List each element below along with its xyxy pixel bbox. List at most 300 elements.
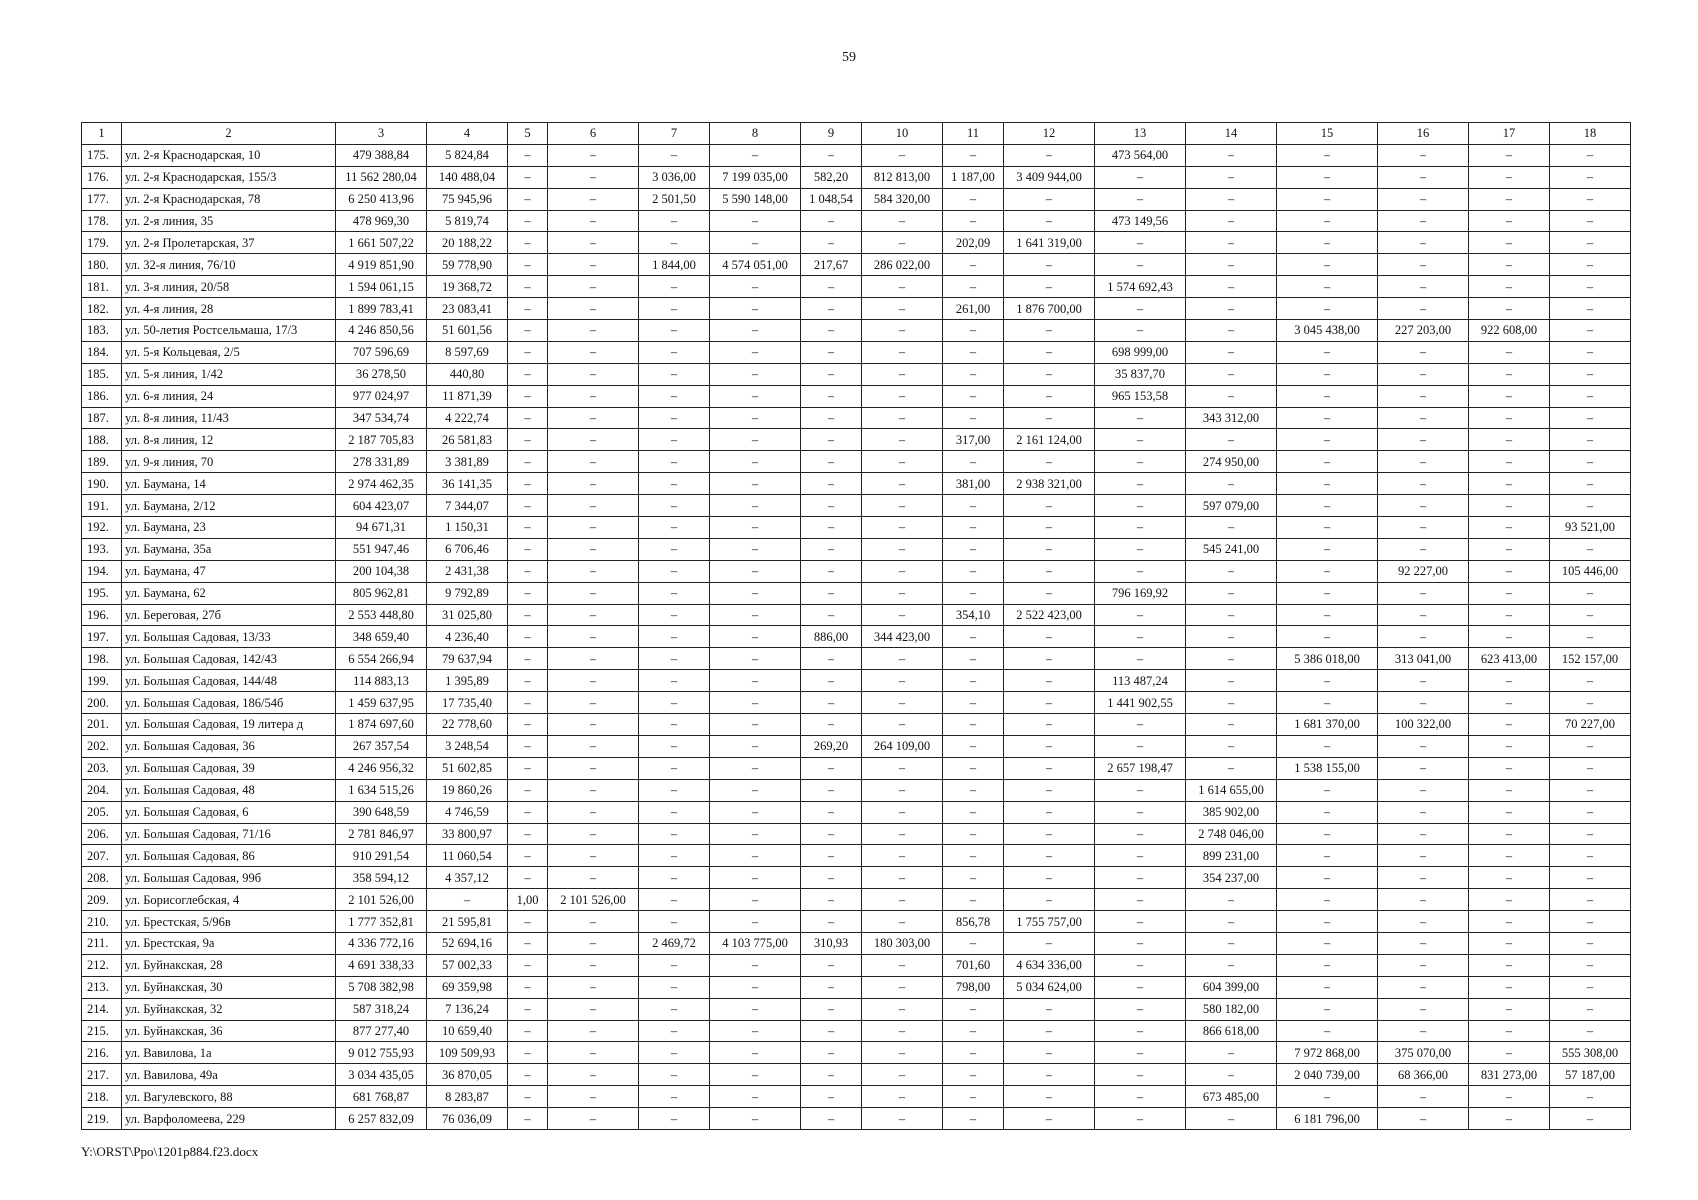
value-cell: –: [943, 801, 1004, 823]
value-cell: –: [639, 1020, 710, 1042]
value-cell: –: [801, 429, 862, 451]
table-row: [82, 560, 1631, 582]
column-header: 3: [336, 123, 427, 145]
value-cell: –: [862, 779, 943, 801]
table-row: [82, 166, 1631, 188]
value-cell: –: [639, 976, 710, 998]
value-cell: –: [508, 517, 548, 539]
value-cell: –: [1095, 166, 1186, 188]
value-cell: –: [639, 867, 710, 889]
value-cell: –: [710, 144, 801, 166]
value-cell: –: [801, 998, 862, 1020]
value-cell: –: [862, 232, 943, 254]
address-cell: ул. Вавилова, 49а: [122, 1064, 336, 1086]
value-cell: –: [548, 670, 639, 692]
table-row: [82, 911, 1631, 933]
value-cell: –: [1550, 144, 1631, 166]
row-number-cell: 180.: [82, 254, 122, 276]
value-cell: –: [1004, 867, 1095, 889]
value-cell: –: [508, 582, 548, 604]
value-cell: –: [1469, 735, 1550, 757]
value-cell: 584 320,00: [862, 188, 943, 210]
value-cell: –: [639, 473, 710, 495]
value-cell: –: [548, 735, 639, 757]
value-cell: –: [1378, 298, 1469, 320]
page-number: 59: [842, 50, 856, 65]
value-cell: 6 706,46: [427, 538, 508, 560]
table-row: [82, 1108, 1631, 1130]
value-cell: –: [801, 341, 862, 363]
row-number-cell: 202.: [82, 735, 122, 757]
row-number-cell: 179.: [82, 232, 122, 254]
value-cell: 1,00: [508, 889, 548, 911]
value-cell: 390 648,59: [336, 801, 427, 823]
address-cell: ул. 3-я линия, 20/58: [122, 276, 336, 298]
address-cell: ул. Большая Садовая, 48: [122, 779, 336, 801]
value-cell: –: [1186, 254, 1277, 276]
address-cell: ул. Большая Садовая, 186/54б: [122, 692, 336, 714]
value-cell: –: [639, 779, 710, 801]
value-cell: 11 060,54: [427, 845, 508, 867]
value-cell: 354 237,00: [1186, 867, 1277, 889]
value-cell: –: [1550, 385, 1631, 407]
value-cell: –: [1378, 188, 1469, 210]
row-number-cell: 181.: [82, 276, 122, 298]
value-cell: –: [1469, 451, 1550, 473]
value-cell: 3 409 944,00: [1004, 166, 1095, 188]
address-cell: ул. Большая Садовая, 13/33: [122, 626, 336, 648]
value-cell: –: [710, 692, 801, 714]
value-cell: –: [943, 823, 1004, 845]
value-cell: 180 303,00: [862, 932, 943, 954]
value-cell: 1 844,00: [639, 254, 710, 276]
value-cell: 587 318,24: [336, 998, 427, 1020]
value-cell: –: [1095, 779, 1186, 801]
value-cell: –: [1095, 538, 1186, 560]
value-cell: –: [862, 648, 943, 670]
value-cell: –: [862, 320, 943, 342]
value-cell: –: [1550, 954, 1631, 976]
value-cell: 604 399,00: [1186, 976, 1277, 998]
value-cell: –: [1550, 911, 1631, 933]
table-row: [82, 1042, 1631, 1064]
value-cell: –: [548, 210, 639, 232]
address-cell: ул. Баумана, 2/12: [122, 495, 336, 517]
value-cell: –: [1378, 407, 1469, 429]
value-cell: 347 534,74: [336, 407, 427, 429]
value-cell: 473 564,00: [1095, 144, 1186, 166]
value-cell: –: [801, 144, 862, 166]
row-number-cell: 208.: [82, 867, 122, 889]
value-cell: 75 945,96: [427, 188, 508, 210]
table-row: [82, 757, 1631, 779]
value-cell: –: [710, 735, 801, 757]
address-cell: ул. Вавилова, 1а: [122, 1042, 336, 1064]
value-cell: –: [508, 714, 548, 736]
address-cell: ул. 5-я линия, 1/42: [122, 363, 336, 385]
value-cell: 798,00: [943, 976, 1004, 998]
value-cell: 8 283,87: [427, 1086, 508, 1108]
address-cell: ул. Брестская, 5/96в: [122, 911, 336, 933]
value-cell: –: [639, 407, 710, 429]
value-cell: –: [1004, 320, 1095, 342]
value-cell: –: [548, 998, 639, 1020]
value-cell: 4 246 850,56: [336, 320, 427, 342]
value-cell: –: [943, 735, 1004, 757]
row-number-cell: 219.: [82, 1108, 122, 1130]
value-cell: –: [1378, 1086, 1469, 1108]
address-cell: ул. 5-я Кольцевая, 2/5: [122, 341, 336, 363]
value-cell: –: [1004, 932, 1095, 954]
value-cell: –: [1095, 932, 1186, 954]
value-cell: –: [943, 626, 1004, 648]
value-cell: 4 691 338,33: [336, 954, 427, 976]
value-cell: 381,00: [943, 473, 1004, 495]
value-cell: 19 368,72: [427, 276, 508, 298]
value-cell: –: [548, 1086, 639, 1108]
value-cell: –: [943, 757, 1004, 779]
value-cell: –: [639, 845, 710, 867]
value-cell: 6 257 832,09: [336, 1108, 427, 1130]
value-cell: –: [1186, 473, 1277, 495]
value-cell: –: [1004, 451, 1095, 473]
value-cell: –: [1378, 845, 1469, 867]
value-cell: –: [1004, 998, 1095, 1020]
value-cell: –: [862, 714, 943, 736]
value-cell: –: [548, 932, 639, 954]
value-cell: –: [862, 823, 943, 845]
table-row: [82, 845, 1631, 867]
column-header: 2: [122, 123, 336, 145]
value-cell: –: [862, 1042, 943, 1064]
row-number-cell: 198.: [82, 648, 122, 670]
value-cell: –: [1469, 560, 1550, 582]
value-cell: 1 538 155,00: [1277, 757, 1378, 779]
row-number-cell: 192.: [82, 517, 122, 539]
value-cell: –: [943, 1042, 1004, 1064]
value-cell: 4 103 775,00: [710, 932, 801, 954]
table-row: [82, 1020, 1631, 1042]
value-cell: 899 231,00: [1186, 845, 1277, 867]
value-cell: 274 950,00: [1186, 451, 1277, 473]
value-cell: –: [1277, 1020, 1378, 1042]
value-cell: 3 381,89: [427, 451, 508, 473]
column-header: 12: [1004, 123, 1095, 145]
value-cell: 478 969,30: [336, 210, 427, 232]
address-cell: ул. Баумана, 14: [122, 473, 336, 495]
value-cell: –: [710, 867, 801, 889]
value-cell: –: [943, 1086, 1004, 1108]
value-cell: –: [508, 188, 548, 210]
value-cell: –: [548, 582, 639, 604]
value-cell: –: [1378, 363, 1469, 385]
value-cell: 5 034 624,00: [1004, 976, 1095, 998]
value-cell: 805 962,81: [336, 582, 427, 604]
address-cell: ул. Баумана, 35а: [122, 538, 336, 560]
value-cell: –: [1004, 626, 1095, 648]
value-cell: –: [1378, 210, 1469, 232]
value-cell: –: [548, 407, 639, 429]
table-row: [82, 823, 1631, 845]
table-row: [82, 232, 1631, 254]
value-cell: –: [1378, 254, 1469, 276]
value-cell: –: [1095, 1086, 1186, 1108]
table-row: [82, 932, 1631, 954]
value-cell: –: [1277, 823, 1378, 845]
value-cell: –: [710, 1042, 801, 1064]
value-cell: –: [1378, 473, 1469, 495]
value-cell: –: [427, 889, 508, 911]
value-cell: –: [1004, 385, 1095, 407]
value-cell: 59 778,90: [427, 254, 508, 276]
value-cell: –: [1469, 867, 1550, 889]
value-cell: –: [943, 998, 1004, 1020]
value-cell: –: [1550, 188, 1631, 210]
value-cell: –: [639, 1042, 710, 1064]
value-cell: –: [548, 276, 639, 298]
value-cell: –: [1277, 298, 1378, 320]
value-cell: 5 824,84: [427, 144, 508, 166]
value-cell: –: [1277, 473, 1378, 495]
value-cell: –: [1469, 298, 1550, 320]
address-cell: ул. Большая Садовая, 99б: [122, 867, 336, 889]
value-cell: –: [943, 582, 1004, 604]
value-cell: –: [943, 210, 1004, 232]
value-cell: 2 974 462,35: [336, 473, 427, 495]
value-cell: –: [943, 845, 1004, 867]
value-cell: –: [1186, 232, 1277, 254]
value-cell: –: [508, 254, 548, 276]
value-cell: –: [1095, 604, 1186, 626]
value-cell: –: [943, 363, 1004, 385]
value-cell: 11 871,39: [427, 385, 508, 407]
value-cell: 812 813,00: [862, 166, 943, 188]
value-cell: –: [508, 1064, 548, 1086]
table-row: [82, 210, 1631, 232]
address-cell: ул. Береговая, 27б: [122, 604, 336, 626]
address-cell: ул. Баумана, 47: [122, 560, 336, 582]
value-cell: –: [1277, 976, 1378, 998]
value-cell: –: [1277, 911, 1378, 933]
value-cell: 4 357,12: [427, 867, 508, 889]
value-cell: –: [710, 714, 801, 736]
value-cell: –: [1277, 582, 1378, 604]
value-cell: 286 022,00: [862, 254, 943, 276]
value-cell: –: [639, 889, 710, 911]
value-cell: –: [862, 385, 943, 407]
value-cell: –: [1378, 911, 1469, 933]
value-cell: 140 488,04: [427, 166, 508, 188]
value-cell: –: [1469, 911, 1550, 933]
column-header: 7: [639, 123, 710, 145]
value-cell: –: [639, 911, 710, 933]
value-cell: –: [1550, 932, 1631, 954]
table-row: [82, 692, 1631, 714]
value-cell: –: [508, 560, 548, 582]
value-cell: –: [862, 757, 943, 779]
value-cell: –: [548, 298, 639, 320]
address-cell: ул. 8-я линия, 12: [122, 429, 336, 451]
value-cell: –: [1469, 144, 1550, 166]
table-row: [82, 1086, 1631, 1108]
value-cell: –: [1095, 998, 1186, 1020]
value-cell: –: [1550, 166, 1631, 188]
value-cell: 4 634 336,00: [1004, 954, 1095, 976]
value-cell: –: [1277, 867, 1378, 889]
table-row: [82, 407, 1631, 429]
value-cell: 796 169,92: [1095, 582, 1186, 604]
value-cell: –: [1277, 604, 1378, 626]
value-cell: 440,80: [427, 363, 508, 385]
value-cell: –: [1004, 144, 1095, 166]
value-cell: 551 947,46: [336, 538, 427, 560]
value-cell: 79 637,94: [427, 648, 508, 670]
value-cell: –: [801, 582, 862, 604]
value-cell: –: [508, 845, 548, 867]
table-row: [82, 254, 1631, 276]
value-cell: 4 336 772,16: [336, 932, 427, 954]
value-cell: –: [508, 166, 548, 188]
value-cell: –: [1095, 1042, 1186, 1064]
value-cell: 6 181 796,00: [1277, 1108, 1378, 1130]
value-cell: –: [710, 473, 801, 495]
value-cell: 2 101 526,00: [548, 889, 639, 911]
value-cell: –: [943, 451, 1004, 473]
value-cell: –: [1550, 538, 1631, 560]
value-cell: 545 241,00: [1186, 538, 1277, 560]
value-cell: –: [801, 517, 862, 539]
value-cell: –: [548, 385, 639, 407]
value-cell: 92 227,00: [1378, 560, 1469, 582]
value-cell: –: [639, 735, 710, 757]
value-cell: –: [1095, 911, 1186, 933]
column-header: 11: [943, 123, 1004, 145]
value-cell: 4 222,74: [427, 407, 508, 429]
value-cell: –: [639, 560, 710, 582]
address-cell: ул. 2-я линия, 35: [122, 210, 336, 232]
value-cell: –: [710, 363, 801, 385]
value-cell: –: [639, 626, 710, 648]
value-cell: 1 661 507,22: [336, 232, 427, 254]
value-cell: –: [1277, 692, 1378, 714]
table-row: [82, 998, 1631, 1020]
value-cell: 17 735,40: [427, 692, 508, 714]
value-cell: –: [1469, 385, 1550, 407]
value-cell: 2 657 198,47: [1095, 757, 1186, 779]
value-cell: –: [1004, 889, 1095, 911]
value-cell: –: [710, 1064, 801, 1086]
value-cell: –: [1095, 845, 1186, 867]
value-cell: 51 601,56: [427, 320, 508, 342]
value-cell: –: [1378, 582, 1469, 604]
value-cell: –: [943, 495, 1004, 517]
value-cell: –: [710, 517, 801, 539]
value-cell: 1 755 757,00: [1004, 911, 1095, 933]
value-cell: –: [1277, 166, 1378, 188]
value-cell: –: [1277, 889, 1378, 911]
value-cell: –: [1378, 385, 1469, 407]
value-cell: –: [639, 692, 710, 714]
value-cell: –: [801, 495, 862, 517]
value-cell: –: [801, 560, 862, 582]
address-cell: ул. 9-я линия, 70: [122, 451, 336, 473]
value-cell: 22 778,60: [427, 714, 508, 736]
value-cell: –: [1378, 429, 1469, 451]
value-cell: –: [548, 538, 639, 560]
value-cell: 94 671,31: [336, 517, 427, 539]
value-cell: 267 357,54: [336, 735, 427, 757]
value-cell: –: [710, 976, 801, 998]
value-cell: –: [801, 823, 862, 845]
value-cell: –: [943, 670, 1004, 692]
value-cell: –: [508, 276, 548, 298]
value-cell: –: [1095, 1108, 1186, 1130]
value-cell: –: [548, 232, 639, 254]
row-number-cell: 188.: [82, 429, 122, 451]
value-cell: –: [639, 298, 710, 320]
value-cell: 7 136,24: [427, 998, 508, 1020]
value-cell: –: [1550, 473, 1631, 495]
value-cell: –: [862, 341, 943, 363]
value-cell: –: [1095, 320, 1186, 342]
value-cell: –: [1004, 1064, 1095, 1086]
value-cell: –: [801, 385, 862, 407]
value-cell: –: [943, 407, 1004, 429]
value-cell: –: [1378, 998, 1469, 1020]
column-header: 15: [1277, 123, 1378, 145]
value-cell: –: [548, 1064, 639, 1086]
value-cell: 623 413,00: [1469, 648, 1550, 670]
value-cell: –: [548, 954, 639, 976]
value-cell: –: [1186, 670, 1277, 692]
value-cell: –: [943, 517, 1004, 539]
value-cell: –: [1378, 1020, 1469, 1042]
value-cell: –: [639, 670, 710, 692]
value-cell: –: [1550, 232, 1631, 254]
value-cell: –: [801, 276, 862, 298]
value-cell: 2 187 705,83: [336, 429, 427, 451]
value-cell: –: [1277, 451, 1378, 473]
value-cell: –: [508, 1020, 548, 1042]
value-cell: –: [1469, 714, 1550, 736]
value-cell: –: [508, 385, 548, 407]
value-cell: –: [548, 1108, 639, 1130]
value-cell: –: [862, 298, 943, 320]
value-cell: –: [1095, 560, 1186, 582]
value-cell: –: [1277, 626, 1378, 648]
value-cell: –: [801, 538, 862, 560]
value-cell: –: [508, 626, 548, 648]
value-cell: –: [1378, 976, 1469, 998]
value-cell: 348 659,40: [336, 626, 427, 648]
value-cell: –: [1277, 845, 1378, 867]
value-cell: –: [710, 298, 801, 320]
value-cell: –: [801, 757, 862, 779]
value-cell: –: [1277, 407, 1378, 429]
table-row: [82, 714, 1631, 736]
value-cell: –: [1186, 363, 1277, 385]
value-cell: –: [801, 1042, 862, 1064]
value-cell: –: [1004, 538, 1095, 560]
column-header: 5: [508, 123, 548, 145]
value-cell: –: [1095, 188, 1186, 210]
value-cell: –: [1378, 801, 1469, 823]
value-cell: –: [801, 1064, 862, 1086]
value-cell: 343 312,00: [1186, 407, 1277, 429]
value-cell: –: [508, 320, 548, 342]
value-cell: 5 819,74: [427, 210, 508, 232]
row-number-cell: 214.: [82, 998, 122, 1020]
